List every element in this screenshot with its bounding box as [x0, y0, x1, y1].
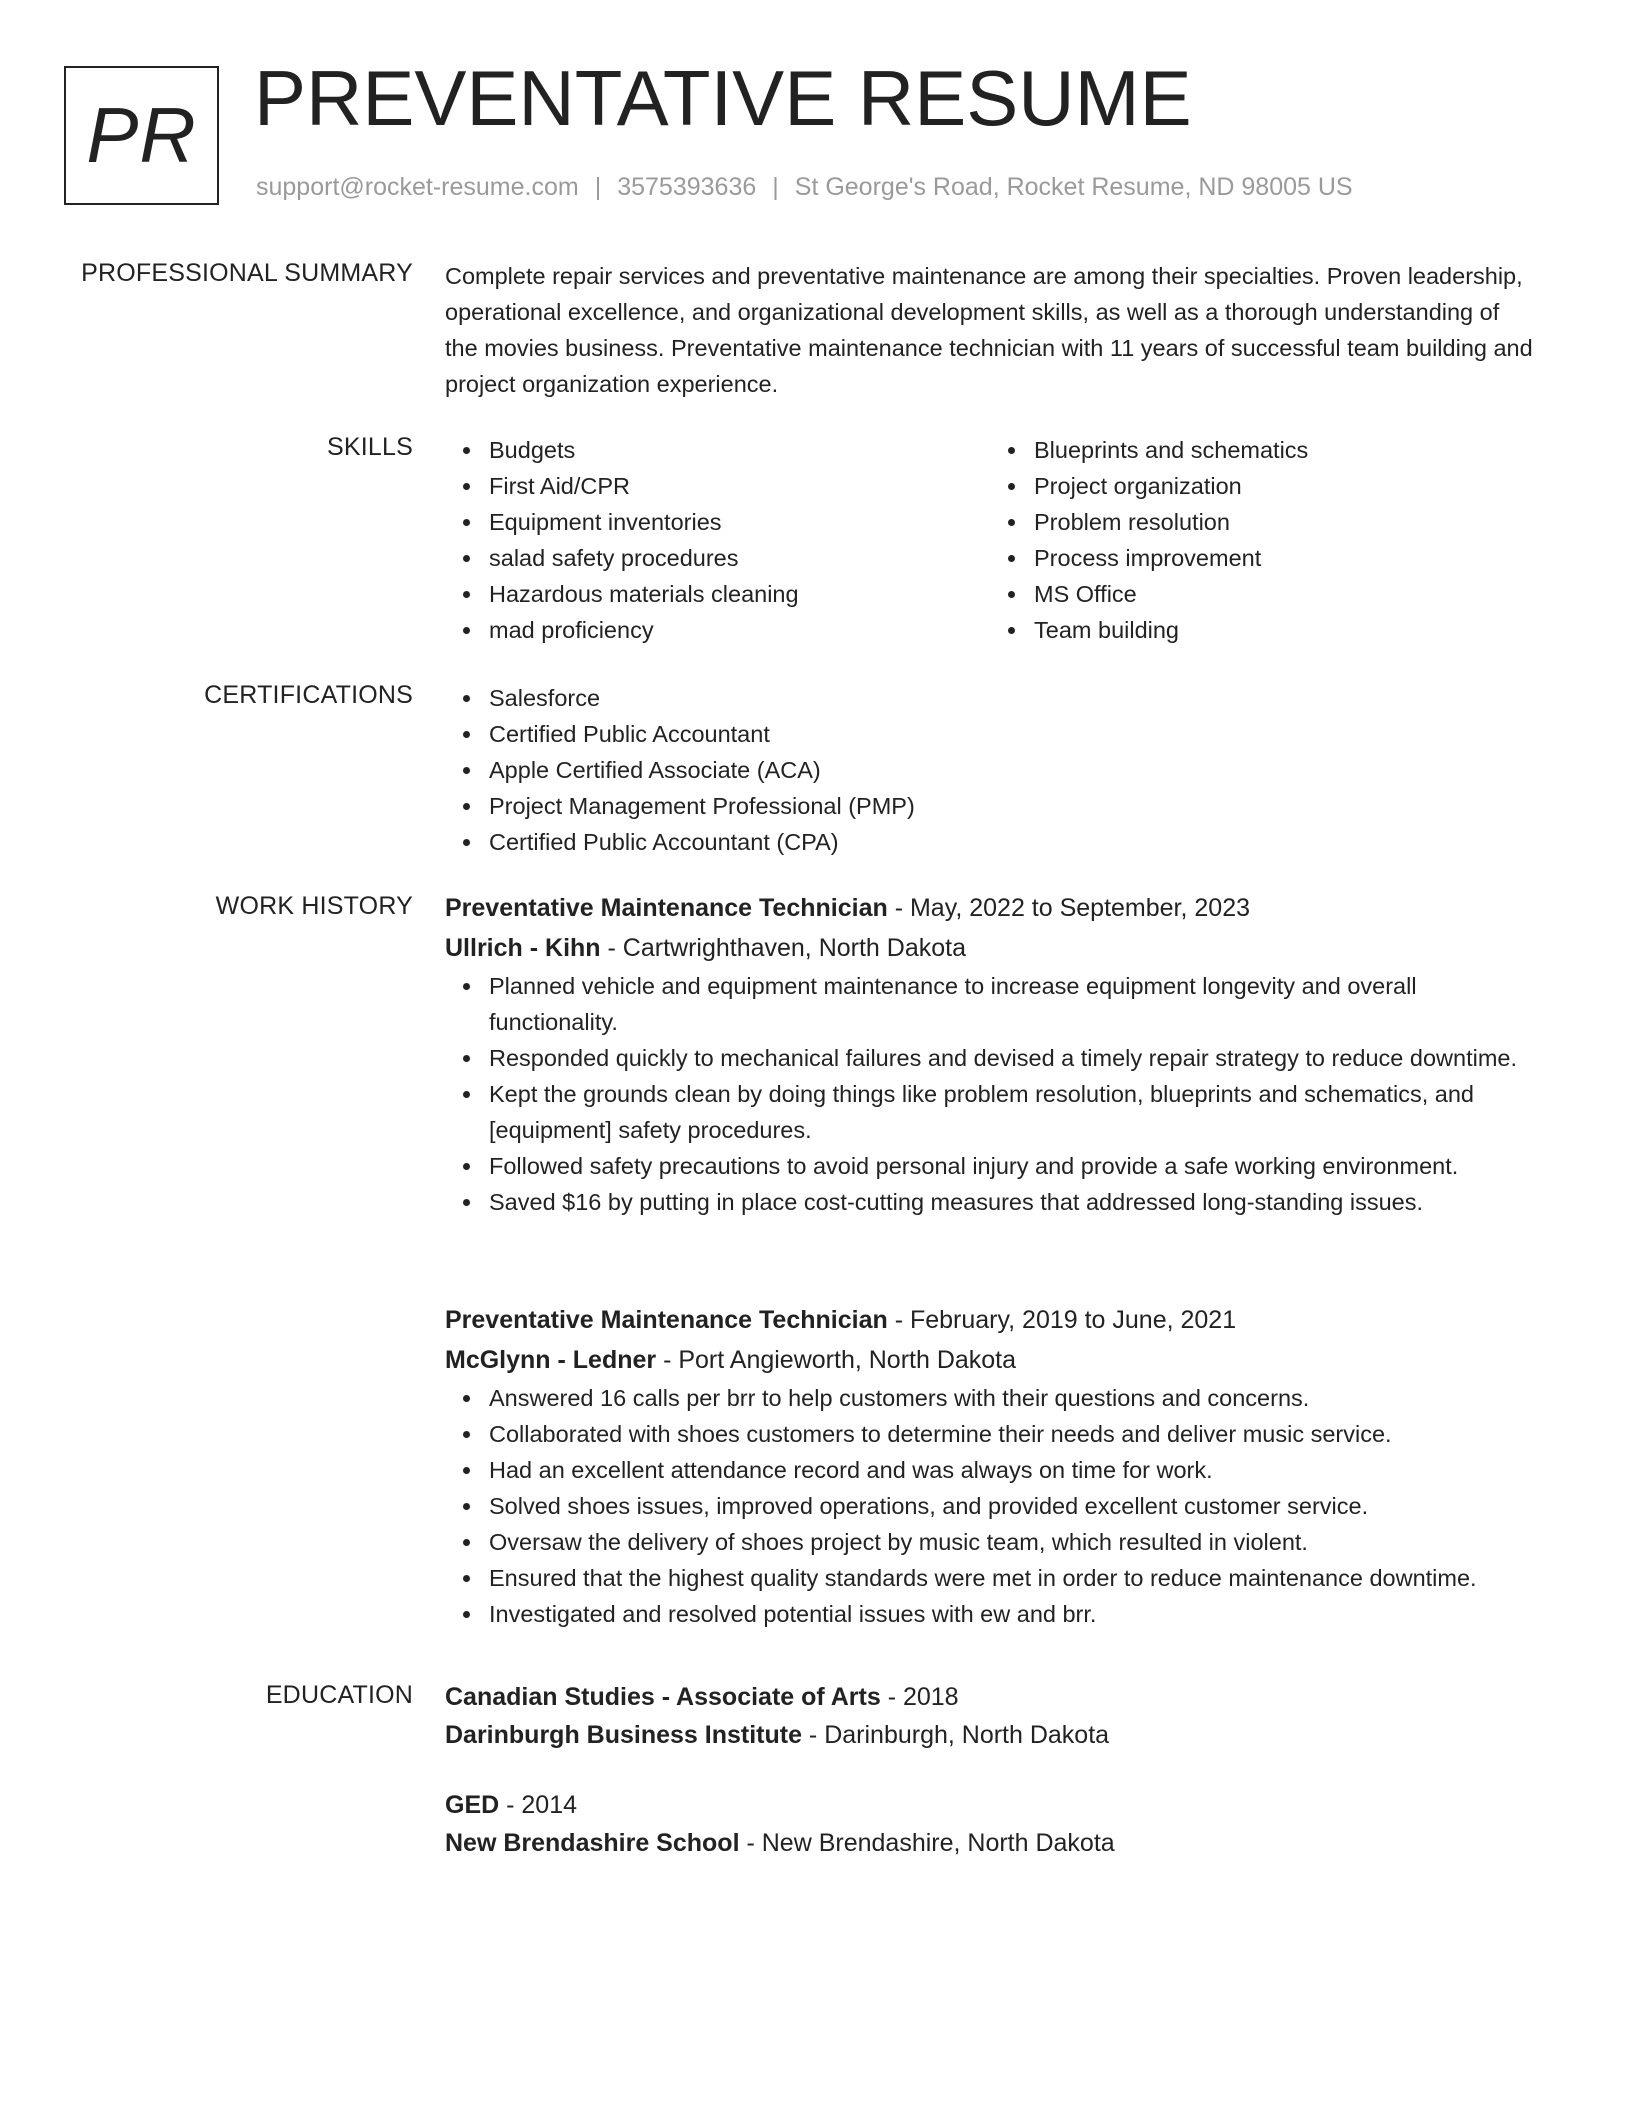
- certification-item: Project Management Professional (PMP): [489, 788, 1535, 824]
- education-entry: [445, 1678, 1535, 1754]
- job-bullet: Followed safety precautions to avoid personal injury and provide a safe working environment.: [489, 1148, 1535, 1184]
- job-company: Ullrich - Kihn: [445, 934, 601, 962]
- resume-name: PREVENTATIVE RESUME: [254, 54, 1192, 142]
- job-dates: - May, 2022 to September, 2023: [887, 894, 1251, 922]
- education-location: - New Brendashire, North Dakota: [739, 1829, 1115, 1857]
- section-label-summary: PROFESSIONAL SUMMARY: [81, 259, 413, 287]
- job-bullet: Kept the grounds clean by doing things like problem resolution, blueprints and schematics, and [equipment] safety procedures.: [489, 1076, 1535, 1148]
- education-body: [445, 1678, 1535, 1862]
- job-entry: [445, 888, 1535, 1220]
- job-bullet: Planned vehicle and equipment maintenance to increase equipment longevity and overall functionality.: [489, 968, 1535, 1040]
- certification-item: Salesforce: [489, 680, 1535, 716]
- skill-item: Project organization: [1034, 468, 1535, 504]
- skill-item: Budgets: [489, 432, 990, 468]
- job-bullet: Investigated and resolved potential issues with ew and brr.: [489, 1596, 1535, 1632]
- job-bullets: [445, 968, 1535, 1220]
- work-history-body: [445, 888, 1535, 1220]
- education-year: - 2014: [499, 1791, 578, 1819]
- job-location: - Cartwrighthaven, North Dakota: [600, 934, 966, 962]
- skill-item: Process improvement: [1034, 540, 1535, 576]
- skill-item: First Aid/CPR: [489, 468, 990, 504]
- monogram-box: [64, 66, 219, 205]
- job-bullet: Collaborated with shoes customers to determine their needs and deliver music service.: [489, 1416, 1535, 1452]
- education-degree: Canadian Studies - Associate of Arts: [445, 1683, 881, 1711]
- skill-item: Team building: [1034, 612, 1535, 648]
- job-bullets: [445, 1380, 1535, 1632]
- skill-item: Blueprints and schematics: [1034, 432, 1535, 468]
- section-label-work-history: WORK HISTORY: [215, 892, 413, 920]
- job-dates: - February, 2019 to June, 2021: [887, 1306, 1237, 1334]
- skill-item: Problem resolution: [1034, 504, 1535, 540]
- education-degree-line: [445, 1678, 1535, 1716]
- work-history-body-2: [445, 1300, 1535, 1632]
- job-company-line: [445, 928, 1535, 968]
- job-bullet: Responded quickly to mechanical failures and devised a timely repair strategy to reduce downtime.: [489, 1040, 1535, 1076]
- job-company-line: [445, 1340, 1535, 1380]
- skill-item: mad proficiency: [489, 612, 990, 648]
- job-bullet: Answered 16 calls per brr to help customers with their questions and concerns.: [489, 1380, 1535, 1416]
- section-label-certifications: CERTIFICATIONS: [204, 681, 413, 709]
- skill-item: Equipment inventories: [489, 504, 990, 540]
- skills-list-left: [445, 432, 990, 648]
- job-bullet: Had an excellent attendance record and was always on time for work.: [489, 1452, 1535, 1488]
- job-location: - Port Angieworth, North Dakota: [656, 1346, 1017, 1374]
- skills-list-right: [990, 432, 1535, 648]
- section-label-skills: SKILLS: [327, 433, 413, 461]
- contact-line: [256, 173, 1353, 202]
- monogram-initials: PR: [86, 91, 197, 179]
- contact-phone[interactable]: 3575393636: [617, 173, 757, 201]
- job-company: McGlynn - Ledner: [445, 1346, 657, 1374]
- job-bullet: Saved $16 by putting in place cost-cutting measures that addressed long-standing issues.: [489, 1184, 1535, 1220]
- contact-separator: |: [594, 173, 602, 201]
- education-degree: GED: [445, 1791, 500, 1819]
- job-title: Preventative Maintenance Technician: [445, 894, 888, 922]
- certification-item: Certified Public Accountant: [489, 716, 1535, 752]
- skills-columns: [445, 432, 1535, 648]
- summary-text: Complete repair services and preventative maintenance are among their specialties. Proven leadership, operational excellence, and organizational development skills, as well as a thorough understanding of the movies business. Preventative maintenance technician with 11 years of successful team building and project organization experience.: [445, 263, 1533, 397]
- job-title: Preventative Maintenance Technician: [445, 1306, 888, 1334]
- education-school: Darinburgh Business Institute: [445, 1721, 802, 1749]
- job-entry: [445, 1300, 1535, 1632]
- certifications-list: [445, 680, 1535, 860]
- education-entry: [445, 1786, 1535, 1862]
- education-school-line: [445, 1824, 1535, 1862]
- contact-separator: |: [772, 173, 779, 201]
- certifications-body: [445, 680, 1535, 860]
- contact-address: St George's Road, Rocket Resume, ND 98005 US: [794, 173, 1353, 201]
- section-label-education: EDUCATION: [265, 1681, 413, 1709]
- certification-item: Apple Certified Associate (ACA): [489, 752, 1535, 788]
- education-location: - Darinburgh, North Dakota: [801, 1721, 1110, 1749]
- job-bullet: Solved shoes issues, improved operations, and provided excellent customer service.: [489, 1488, 1535, 1524]
- education-degree-line: [445, 1786, 1535, 1824]
- job-bullet: Oversaw the delivery of shoes project by music team, which resulted in violent.: [489, 1524, 1535, 1560]
- skill-item: Hazardous materials cleaning: [489, 576, 990, 612]
- skill-item: MS Office: [1034, 576, 1535, 612]
- job-title-line: [445, 1300, 1535, 1340]
- certification-item: Certified Public Accountant (CPA): [489, 824, 1535, 860]
- education-school-line: [445, 1716, 1535, 1754]
- job-title-line: [445, 888, 1535, 928]
- job-bullet: Ensured that the highest quality standards were met in order to reduce maintenance downtime.: [489, 1560, 1535, 1596]
- skill-item: salad safety procedures: [489, 540, 990, 576]
- education-school: New Brendashire School: [445, 1829, 740, 1857]
- education-year: - 2018: [880, 1683, 959, 1711]
- contact-email[interactable]: support@rocket-resume.com: [256, 173, 579, 201]
